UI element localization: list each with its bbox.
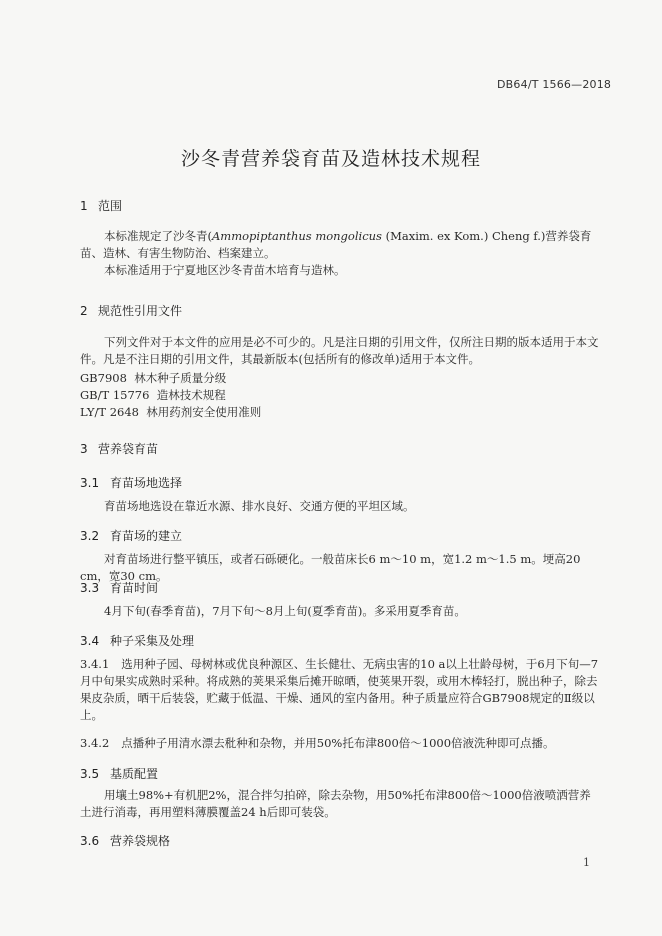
section-heading: 2 规范性引用文件 bbox=[80, 304, 183, 318]
subsection-heading: 3.3 育苗时间 bbox=[80, 581, 159, 595]
subsection-heading: 3.5 基质配置 bbox=[80, 767, 159, 781]
paragraph: 3.4.2 点播种子用清水漂去秕种和杂物，并用50%托布津800倍～1000倍液洗种即可点播。 bbox=[80, 736, 555, 750]
paragraph: 对育苗场进行整平镇压，或者石砾硬化。一般苗床长6 m～10 m，宽1.2 m～1.5 m。埂高20 cm，宽30 cm。 bbox=[80, 552, 581, 583]
section-heading: 3 营养袋育苗 bbox=[80, 442, 159, 456]
subsection-heading: 3.6 营养袋规格 bbox=[80, 834, 171, 848]
paragraph: 4月下旬(春季育苗)，7月下旬～8月上旬(夏季育苗)。多采用夏季育苗。 bbox=[104, 604, 466, 618]
subsection-heading: 3.2 育苗场的建立 bbox=[80, 529, 183, 543]
normative-reference: GB/T 15776 造林技术规程 bbox=[80, 388, 226, 402]
document-title: 沙冬青营养袋育苗及造林技术规程 bbox=[180, 148, 481, 170]
paragraph: 本标准规定了沙冬青(Ammopiptanthus mongolicus (Maxim. ex Kom.) Cheng f.)营养袋育苗、造林、有害生物防治、档案建立。 bbox=[80, 229, 592, 260]
subsection-heading: 3.1 育苗场地选择 bbox=[80, 476, 183, 490]
paragraph: 本标准适用于宁夏地区沙冬青苗木培育与造林。 bbox=[104, 263, 346, 277]
section-heading: 1 范围 bbox=[80, 199, 123, 213]
standard-number: DB64/T 1566—2018 bbox=[497, 78, 612, 91]
paragraph: 用壤土98%+有机肥2%，混合拌匀拍碎，除去杂物，用50%托布津800倍～1000倍液喷洒营养土进行消毒，再用塑料薄膜覆盖24 h后即可装袋。 bbox=[80, 788, 591, 819]
normative-reference: GB7908 林木种子质量分级 bbox=[80, 371, 227, 385]
paragraph: 3.4.1 选用种子园、母树林或优良种源区、生长健壮、无病虫害的10 a以上壮龄母树，于6月下旬—7月中旬果实成熟时采种。将成熟的荚果采集后摊开晾晒，使荚果开裂，或用木棒轻打，脱出种子，除去果皮杂质，晒干后装袋，贮藏于低温、干燥、通风的室内备用。种子质量应符合GB7908规定的Ⅱ级以上。 bbox=[80, 657, 599, 722]
paragraph: 育苗场地选设在靠近水源、排水良好、交通方便的平坦区域。 bbox=[104, 499, 415, 513]
paragraph: 下列文件对于本文件的应用是必不可少的。凡是注日期的引用文件，仅所注日期的版本适用于本文件。凡是不注日期的引用文件，其最新版本(包括所有的修改单)适用于本文件。 bbox=[80, 335, 599, 366]
subsection-heading: 3.4 种子采集及处理 bbox=[80, 634, 195, 648]
normative-reference: LY/T 2648 林用药剂安全使用准则 bbox=[80, 405, 262, 419]
page-number: 1 bbox=[583, 856, 590, 869]
